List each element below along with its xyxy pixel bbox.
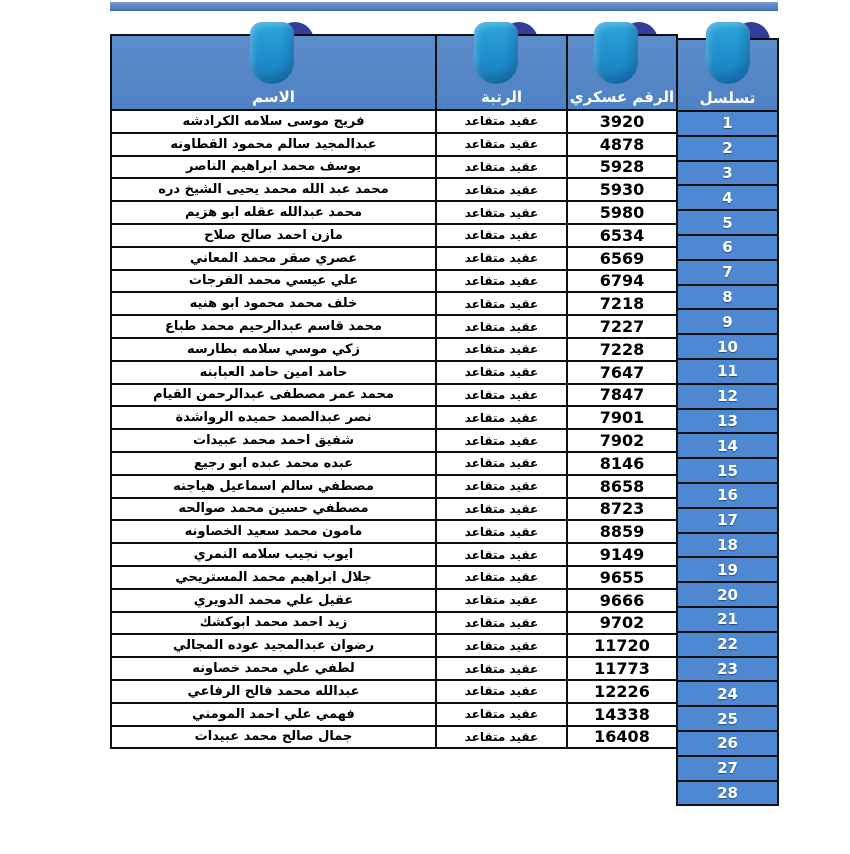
rank-cell: عقيد متقاعد <box>436 133 567 156</box>
serial-cell: 12 <box>676 385 779 410</box>
rank-cell: عقيد متقاعد <box>436 178 567 201</box>
military-number-cell: 8859 <box>567 520 677 543</box>
military-number-cell: 11773 <box>567 657 677 680</box>
rank-cell: عقيد متقاعد <box>436 520 567 543</box>
table-row <box>111 224 677 247</box>
column-header-name: الاسم <box>111 35 436 110</box>
military-number-cell: 7228 <box>567 338 677 361</box>
table-row <box>111 156 677 179</box>
military-number-cell: 7227 <box>567 315 677 338</box>
table-row <box>111 133 677 156</box>
column-header-rank: الرتبة <box>436 35 567 110</box>
table-row <box>111 566 677 589</box>
name-cell: زكي موسي سلامه بطارسه <box>111 338 436 361</box>
name-cell: يوسف محمد ابراهيم الناصر <box>111 156 436 179</box>
table-row <box>111 247 677 270</box>
rank-cell: عقيد متقاعد <box>436 475 567 498</box>
serial-cell: 25 <box>676 707 779 732</box>
name-cell: عبده محمد عبده ابو رجيع <box>111 452 436 475</box>
name-cell: محمد عبد الله محمد يحيى الشيخ دره <box>111 178 436 201</box>
serial-cell: 10 <box>676 335 779 360</box>
rank-cell: عقيد متقاعد <box>436 543 567 566</box>
column-header-serial: تسلسل <box>676 38 779 112</box>
serial-cell: 1 <box>676 112 779 137</box>
serial-cell: 11 <box>676 360 779 385</box>
table-row <box>111 543 677 566</box>
rank-cell: عقيد متقاعد <box>436 292 567 315</box>
military-number-cell: 3920 <box>567 110 677 133</box>
name-cell: مازن احمد صالح صلاح <box>111 224 436 247</box>
table-row <box>111 429 677 452</box>
serial-cell: 26 <box>676 732 779 757</box>
military-number-cell: 8146 <box>567 452 677 475</box>
name-cell: حامد امين حامد العبابنه <box>111 361 436 384</box>
table-row <box>111 406 677 429</box>
name-cell: مصطفي سالم اسماعيل هياجنه <box>111 475 436 498</box>
military-number-cell: 7847 <box>567 384 677 407</box>
name-cell: فريج موسى سلامه الكرادشه <box>111 110 436 133</box>
name-cell: جلال ابراهيم محمد المستريحي <box>111 566 436 589</box>
rank-cell: عقيد متقاعد <box>436 612 567 635</box>
table-row <box>111 270 677 293</box>
rank-cell: عقيد متقاعد <box>436 270 567 293</box>
rank-cell: عقيد متقاعد <box>436 657 567 680</box>
name-cell: جمال صالح محمد عبيدات <box>111 726 436 749</box>
military-number-cell: 12226 <box>567 680 677 703</box>
table-row <box>111 520 677 543</box>
military-number-cell: 5980 <box>567 201 677 224</box>
name-cell: علي عيسي محمد الفرجات <box>111 270 436 293</box>
military-number-cell: 4878 <box>567 133 677 156</box>
rank-cell: عقيد متقاعد <box>436 726 567 749</box>
military-number-cell: 9149 <box>567 543 677 566</box>
ribbon-tab-icon <box>594 22 638 84</box>
serial-column <box>676 38 779 806</box>
serial-cell: 5 <box>676 211 779 236</box>
column-header-military-number: الرقم عسكري <box>567 35 677 110</box>
military-number-cell: 6794 <box>567 270 677 293</box>
ribbon-tab-icon <box>250 22 294 84</box>
serial-cell: 21 <box>676 608 779 633</box>
serial-cell: 14 <box>676 434 779 459</box>
rank-cell: عقيد متقاعد <box>436 201 567 224</box>
serial-cell: 16 <box>676 484 779 509</box>
military-number-cell: 9655 <box>567 566 677 589</box>
table-row <box>111 452 677 475</box>
name-cell: لطفي علي محمد خصاونه <box>111 657 436 680</box>
name-cell: نصر عبدالصمد حميده الرواشدة <box>111 406 436 429</box>
serial-column-cells <box>676 112 779 806</box>
officers-table <box>110 34 678 749</box>
table-row <box>111 361 677 384</box>
serial-cell: 23 <box>676 658 779 683</box>
serial-cell: 22 <box>676 633 779 658</box>
serial-cell: 18 <box>676 534 779 559</box>
military-number-cell: 7902 <box>567 429 677 452</box>
name-cell: خلف محمد محمود ابو هنيه <box>111 292 436 315</box>
rank-cell: عقيد متقاعد <box>436 703 567 726</box>
rank-cell: عقيد متقاعد <box>436 634 567 657</box>
rank-cell: عقيد متقاعد <box>436 156 567 179</box>
military-number-cell: 8658 <box>567 475 677 498</box>
serial-cell: 28 <box>676 782 779 807</box>
name-cell: محمد قاسم عبدالرحيم محمد طباع <box>111 315 436 338</box>
table-row <box>111 657 677 680</box>
military-number-cell: 7901 <box>567 406 677 429</box>
name-cell: شفيق احمد محمد عبيدات <box>111 429 436 452</box>
name-cell: زيد احمد محمد ابوكشك <box>111 612 436 635</box>
rank-cell: عقيد متقاعد <box>436 224 567 247</box>
military-number-cell: 8723 <box>567 498 677 521</box>
table-row <box>111 498 677 521</box>
serial-cell: 13 <box>676 410 779 435</box>
military-number-cell: 7218 <box>567 292 677 315</box>
military-number-cell: 9702 <box>567 612 677 635</box>
name-cell: فهمي علي احمد المومني <box>111 703 436 726</box>
serial-cell: 19 <box>676 558 779 583</box>
table-row <box>111 292 677 315</box>
serial-cell: 27 <box>676 757 779 782</box>
military-number-cell: 6534 <box>567 224 677 247</box>
table-header-row <box>111 35 677 110</box>
serial-cell: 2 <box>676 137 779 162</box>
military-number-cell: 9666 <box>567 589 677 612</box>
serial-cell: 20 <box>676 583 779 608</box>
rank-cell: عقيد متقاعد <box>436 406 567 429</box>
table-row <box>111 634 677 657</box>
ribbon-tab-icon <box>474 22 518 84</box>
table-row <box>111 178 677 201</box>
serial-cell: 4 <box>676 186 779 211</box>
military-number-cell: 14338 <box>567 703 677 726</box>
military-number-cell: 5928 <box>567 156 677 179</box>
rank-cell: عقيد متقاعد <box>436 680 567 703</box>
military-number-cell: 7647 <box>567 361 677 384</box>
rank-cell: عقيد متقاعد <box>436 566 567 589</box>
name-cell: عبدالمجيد سالم محمود القطاونه <box>111 133 436 156</box>
rank-cell: عقيد متقاعد <box>436 315 567 338</box>
table-row <box>111 589 677 612</box>
military-number-cell: 5930 <box>567 178 677 201</box>
rank-cell: عقيد متقاعد <box>436 384 567 407</box>
name-cell: محمد عبدالله عقله ابو هزيم <box>111 201 436 224</box>
name-cell: رضوان عبدالمجيد عوده المجالي <box>111 634 436 657</box>
name-cell: مامون محمد سعيد الخصاونه <box>111 520 436 543</box>
name-cell: عقيل علي محمد الدويري <box>111 589 436 612</box>
name-cell: محمد عمر مصطفى عبدالرحمن القيام <box>111 384 436 407</box>
serial-cell: 17 <box>676 509 779 534</box>
rank-cell: عقيد متقاعد <box>436 361 567 384</box>
serial-cell: 7 <box>676 261 779 286</box>
rank-cell: عقيد متقاعد <box>436 338 567 361</box>
table-row <box>111 680 677 703</box>
rank-cell: عقيد متقاعد <box>436 452 567 475</box>
table-row <box>111 338 677 361</box>
military-number-cell: 11720 <box>567 634 677 657</box>
name-cell: عبدالله محمد فالح الرفاعي <box>111 680 436 703</box>
military-number-cell: 16408 <box>567 726 677 749</box>
rank-cell: عقيد متقاعد <box>436 498 567 521</box>
rank-cell: عقيد متقاعد <box>436 429 567 452</box>
table-row <box>111 315 677 338</box>
serial-cell: 6 <box>676 236 779 261</box>
name-cell: عصري صقر محمد المعاني <box>111 247 436 270</box>
table-row <box>111 703 677 726</box>
ribbon-tab-icon <box>706 22 750 84</box>
top-divider-bar <box>110 2 778 11</box>
serial-cell: 24 <box>676 682 779 707</box>
serial-cell: 8 <box>676 286 779 311</box>
table-row <box>111 201 677 224</box>
serial-cell: 15 <box>676 459 779 484</box>
rank-cell: عقيد متقاعد <box>436 589 567 612</box>
military-number-cell: 6569 <box>567 247 677 270</box>
rank-cell: عقيد متقاعد <box>436 110 567 133</box>
table-row <box>111 475 677 498</box>
rank-cell: عقيد متقاعد <box>436 247 567 270</box>
table-row <box>111 726 677 749</box>
table-body <box>111 110 677 748</box>
name-cell: مصطفي حسين محمد صوالحه <box>111 498 436 521</box>
name-cell: ايوب نجيب سلامه النمري <box>111 543 436 566</box>
table-sheet <box>110 0 779 854</box>
serial-cell: 9 <box>676 310 779 335</box>
serial-cell: 3 <box>676 162 779 187</box>
table-row <box>111 110 677 133</box>
table-row <box>111 384 677 407</box>
table-row <box>111 612 677 635</box>
